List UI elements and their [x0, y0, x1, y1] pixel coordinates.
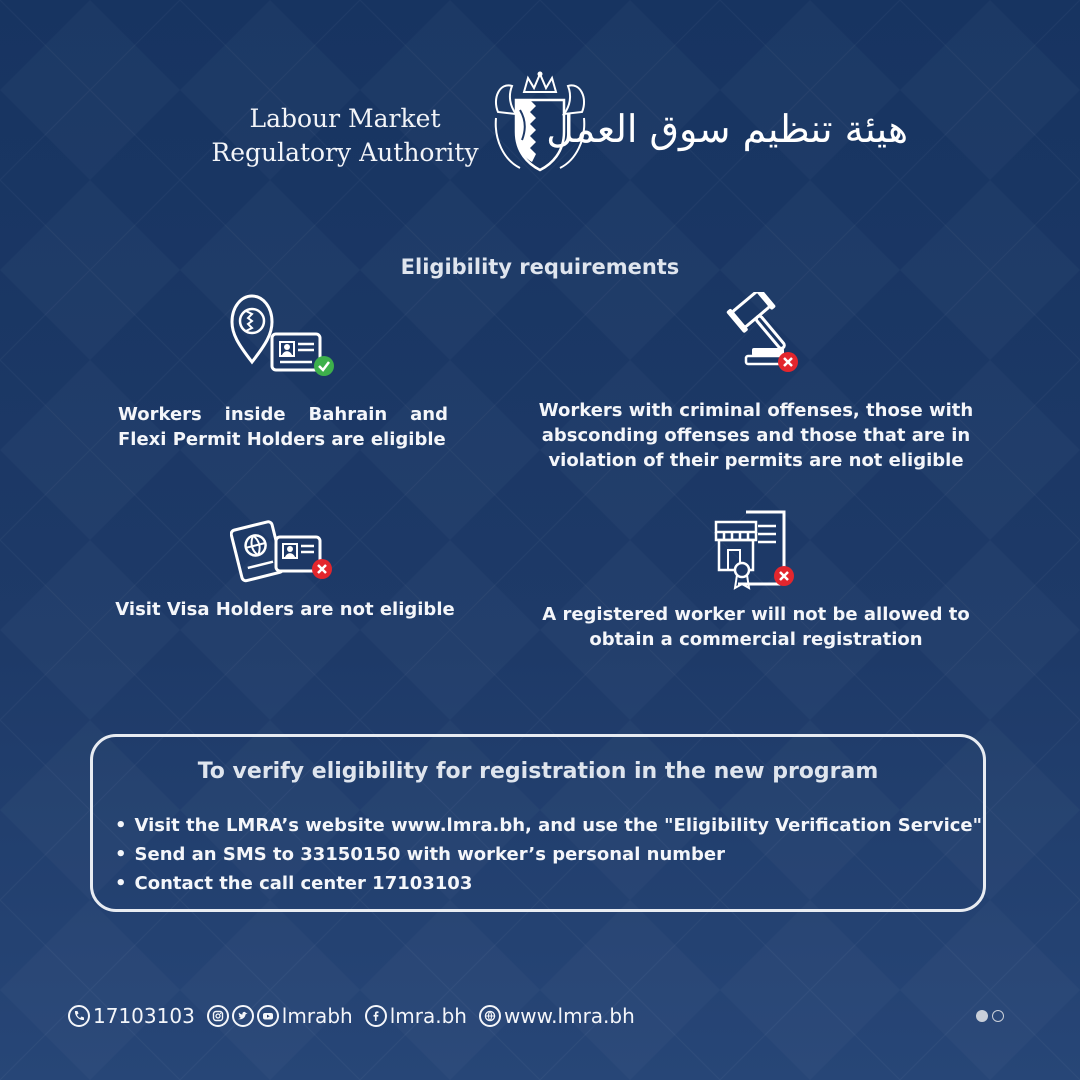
instagram-icon[interactable] — [207, 1005, 229, 1027]
verify-step-sms: • Send an SMS to 33150150 with worker’s personal number — [115, 840, 982, 869]
facebook-icon[interactable] — [365, 1005, 387, 1027]
globe-icon — [479, 1005, 501, 1027]
section-title: Eligibility requirements — [400, 255, 680, 279]
eligibility-item-criminal-offenses — [536, 292, 976, 473]
org-name-en-line1: Labour Market — [249, 104, 441, 133]
footer-website[interactable]: www.lmra.bh — [503, 1004, 635, 1028]
youtube-icon[interactable] — [257, 1005, 279, 1027]
shop-certificate-cross-icon — [706, 508, 806, 592]
verify-box — [90, 734, 986, 912]
passport-cross-icon — [230, 515, 340, 587]
footer-facebook-handle[interactable]: lmra.bh — [389, 1004, 467, 1028]
eligibility-item-visit-visa — [100, 515, 470, 622]
org-name-en-line2: Regulatory Authority — [211, 138, 479, 167]
verify-title: To verify eligibility for registration in the new program — [197, 759, 879, 784]
pager-dot-1[interactable] — [976, 1010, 988, 1022]
org-name-ar: هيئة تنظيم سوق العمل — [546, 107, 908, 151]
phone-icon — [68, 1005, 90, 1027]
footer-contacts — [68, 1000, 635, 1032]
gavel-cross-icon — [706, 292, 806, 378]
header — [0, 70, 1080, 180]
verify-step-call-center: • Contact the call center 17103103 — [115, 869, 982, 898]
eligibility-item-text: Visit Visa Holders are not eligible — [115, 599, 455, 620]
footer-phone[interactable]: 17103103 — [93, 1004, 195, 1028]
verify-steps — [115, 811, 982, 898]
eligibility-item-inside-bahrain — [118, 290, 448, 452]
eligibility-item-text: A registered worker will not be allowed to obtain a commercial registration — [542, 604, 970, 650]
eligibility-item-text: Workers inside Bahrain and Flexi Permit Holders are eligible — [118, 404, 448, 450]
pagination-dots — [976, 1010, 1008, 1022]
eligibility-item-text: Workers with criminal offenses, those with absconding offenses and those that are in violation of their permits are not eligible — [538, 400, 974, 471]
location-id-card-check-icon — [228, 290, 338, 380]
twitter-icon[interactable] — [232, 1005, 254, 1027]
eligibility-item-commercial-registration — [536, 508, 976, 652]
pager-dot-2[interactable] — [992, 1010, 1004, 1022]
verify-step-website: • Visit the LMRA’s website www.lmra.bh, and use the "Eligibility Verification Service" — [115, 811, 982, 840]
footer-social-handle[interactable]: lmrabh — [281, 1004, 353, 1028]
org-name-en — [210, 102, 480, 170]
